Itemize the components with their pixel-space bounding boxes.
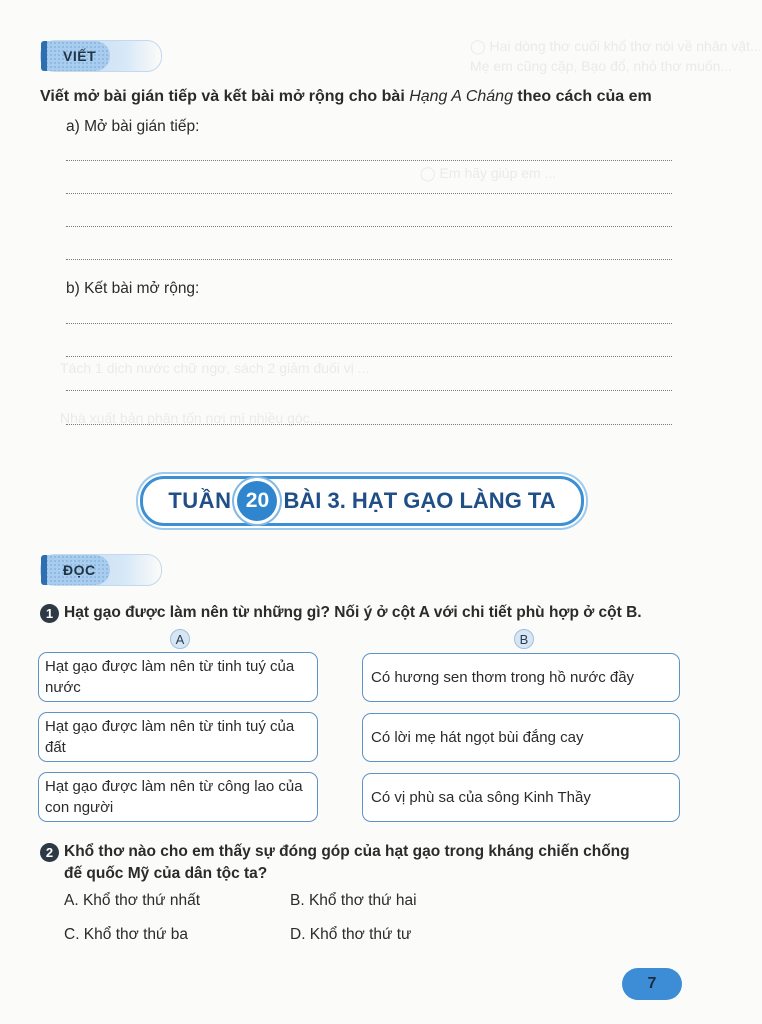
answer-line[interactable]	[66, 259, 672, 260]
question-2-line-2: đế quốc Mỹ của dân tộc ta?	[64, 865, 268, 882]
question-2-line-1: Khổ thơ nào cho em thấy sự đóng góp của hạt gạo trong kháng chiến chống	[64, 843, 630, 860]
page-number: 7	[622, 968, 682, 1000]
option-c[interactable]: C. Khổ thơ thứ ba	[64, 926, 188, 943]
part-b-label: b) Kết bài mở rộng:	[66, 280, 200, 297]
doc-section-tag	[40, 554, 162, 586]
week-label: TUẦN	[168, 488, 232, 513]
viet-section-tag	[40, 40, 162, 72]
column-b-label: B	[514, 629, 534, 649]
answer-line[interactable]	[66, 323, 672, 324]
answer-line[interactable]	[66, 356, 672, 357]
answer-line[interactable]	[66, 390, 672, 391]
prompt-prefix: Viết mở bài gián tiếp và kết bài mở rộng cho bài	[40, 88, 410, 105]
answer-line[interactable]	[66, 160, 672, 161]
part-a-label: a) Mở bài gián tiếp:	[66, 118, 200, 135]
column-a-item-2[interactable]: Hạt gạo được làm nên từ tinh tuý của đất	[38, 712, 318, 762]
writing-prompt	[40, 86, 652, 108]
prompt-title: Hạng A Cháng	[409, 88, 513, 105]
column-b-item-1[interactable]: Có hương sen thơm trong hồ nước đầy	[362, 653, 680, 702]
option-d[interactable]: D. Khổ thơ thứ tư	[290, 926, 412, 943]
column-a-item-3[interactable]: Hạt gạo được làm nên từ công lao của con người	[38, 772, 318, 822]
viet-tag-label: VIẾT	[41, 41, 110, 71]
week-banner	[140, 476, 584, 526]
doc-tag-label: ĐỌC	[41, 555, 110, 585]
column-a-item-1[interactable]: Hạt gạo được làm nên từ tinh tuý của nước	[38, 652, 318, 702]
prompt-suffix: theo cách của em	[512, 88, 652, 105]
week-number-badge: 20	[237, 481, 277, 521]
option-a[interactable]: A. Khổ thơ thứ nhất	[64, 892, 201, 909]
column-b-item-2[interactable]: Có lời mẹ hát ngọt bùi đắng cay	[362, 713, 680, 762]
answer-line[interactable]	[66, 424, 672, 425]
option-b[interactable]: B. Khổ thơ thứ hai	[290, 892, 417, 909]
lesson-title: BÀI 3. HẠT GẠO LÀNG TA	[283, 488, 556, 513]
answer-line[interactable]	[66, 226, 672, 227]
answer-line[interactable]	[66, 193, 672, 194]
question-1-text: Hạt gạo được làm nên từ những gì? Nối ý ở cột A với chi tiết phù hợp ở cột B.	[64, 604, 642, 621]
question-number-2: 2	[40, 843, 59, 862]
question-number-1: 1	[40, 604, 59, 623]
column-b-item-3[interactable]: Có vị phù sa của sông Kinh Thầy	[362, 773, 680, 822]
column-a-label: A	[170, 629, 190, 649]
